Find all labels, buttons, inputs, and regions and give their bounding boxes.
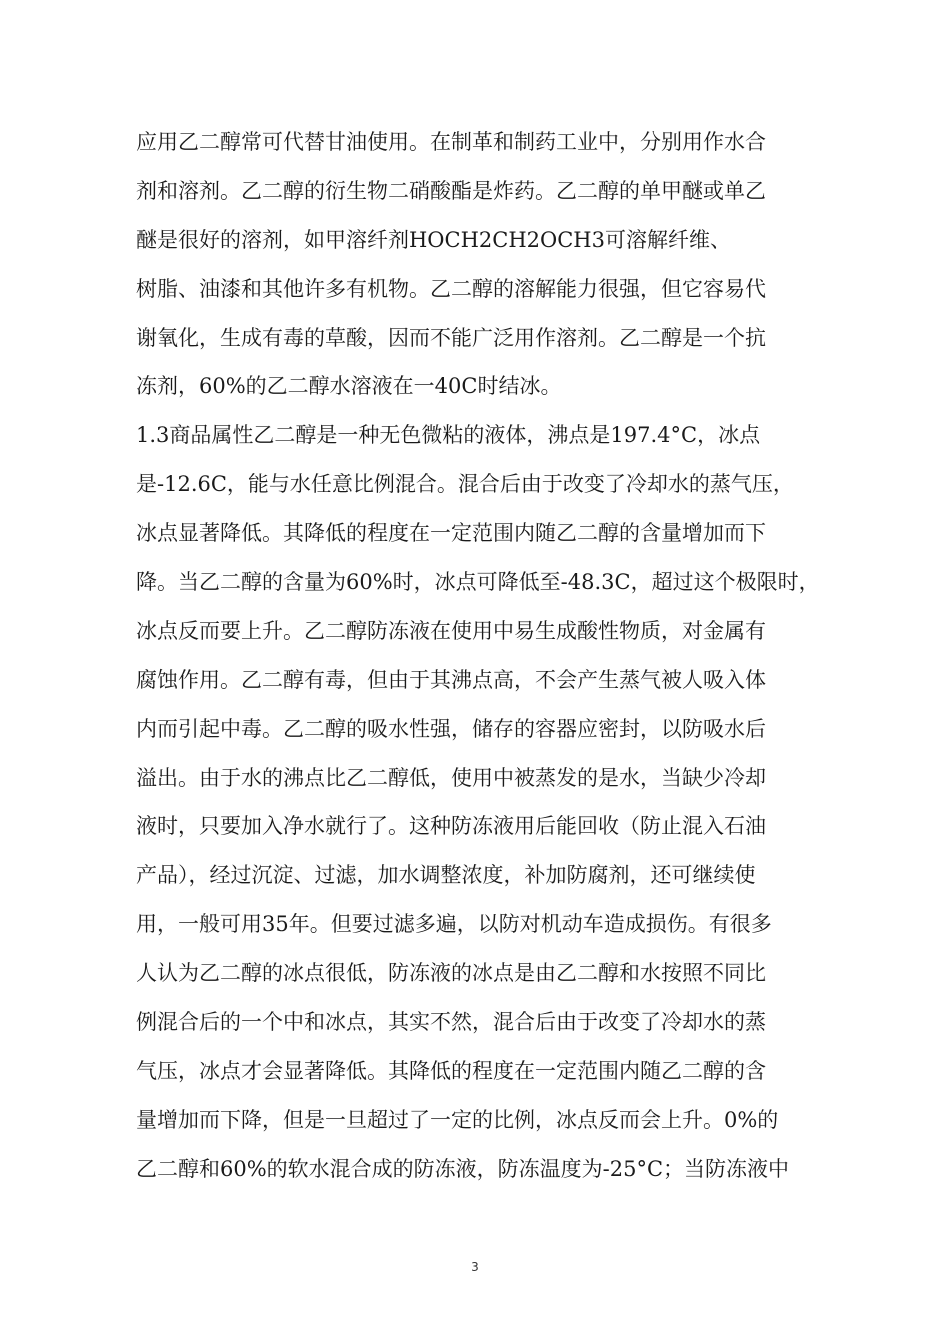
text-line: 量增加而下降，但是一旦超过了一定的比例，冰点反而会上升。0%的: [136, 1107, 779, 1132]
text-line: 人认为乙二醇的冰点很低，防冻液的冰点是由乙二醇和水按照不同比: [136, 961, 766, 986]
text-line: 树脂、油漆和其他许多有机物。乙二醇的溶解能力很强，但它容易代: [136, 276, 766, 301]
text-line: 谢氧化，生成有毒的草酸，因而不能广泛用作溶剂。乙二醇是一个抗: [136, 325, 766, 350]
text-line: 内而引起中毒。乙二醇的吸水性强，储存的容器应密封，以防吸水后: [136, 716, 766, 741]
text-line: 冰点反而要上升。乙二醇防冻液在使用中易生成酸性物质，对金属有: [136, 618, 766, 643]
text-line: 1.3商品属性乙二醇是一种无色微粘的液体，沸点是197.4°C，冰点: [136, 423, 761, 448]
text-line: 降。当乙二醇的含量为60%时，冰点可降低至-48.3C，超过这个极限时，: [136, 570, 820, 595]
text-line: 产品），经过沉淀、过滤，加水调整浓度，补加防腐剂，还可继续使: [136, 863, 756, 888]
text-line: 例混合后的一个中和冰点，其实不然，混合后由于改变了冷却水的蒸: [136, 1010, 766, 1035]
text-line: 溢出。由于水的沸点比乙二醇低，使用中被蒸发的是水，当缺少冷却: [136, 765, 766, 790]
text-line: 冻剂，60%的乙二醇水溶液在一40C时结冰。: [136, 374, 562, 399]
text-line: 应用乙二醇常可代替甘油使用。在制革和制药工业中，分别用作水合: [136, 130, 766, 154]
text-line: 冰点显著降低。其降低的程度在一定范围内随乙二醇的含量增加而下: [136, 521, 766, 546]
text-line: 是-12.6C，能与水任意比例混合。混合后由于改变了冷却水的蒸气压，: [136, 472, 794, 497]
page-number: 3: [471, 1260, 479, 1274]
text-line: 乙二醇和60%的软水混合成的防冻液，防冻温度为-25°C；当防冻液中: [136, 1156, 790, 1181]
text-line: 醚是很好的溶剂，如甲溶纤剂HOCH2CH2OCH3可溶解纤维、: [136, 227, 731, 252]
text-line: 气压，冰点才会显著降低。其降低的程度在一定范围内随乙二醇的含: [136, 1058, 766, 1083]
body-text: [136, 118, 836, 1194]
text-line: 剂和溶剂。乙二醇的衍生物二硝酸酯是炸药。乙二醇的单甲醚或单乙: [136, 178, 766, 203]
text-line: 液时，只要加入净水就行了。这种防冻液用后能回收（防止混入石油: [136, 814, 766, 839]
text-line: 用，一般可用35年。但要过滤多遍，以防对机动车造成损伤。有很多: [136, 912, 772, 937]
text-line: 腐蚀作用。乙二醇有毒，但由于其沸点高，不会产生蒸气被人吸入体: [136, 667, 766, 692]
